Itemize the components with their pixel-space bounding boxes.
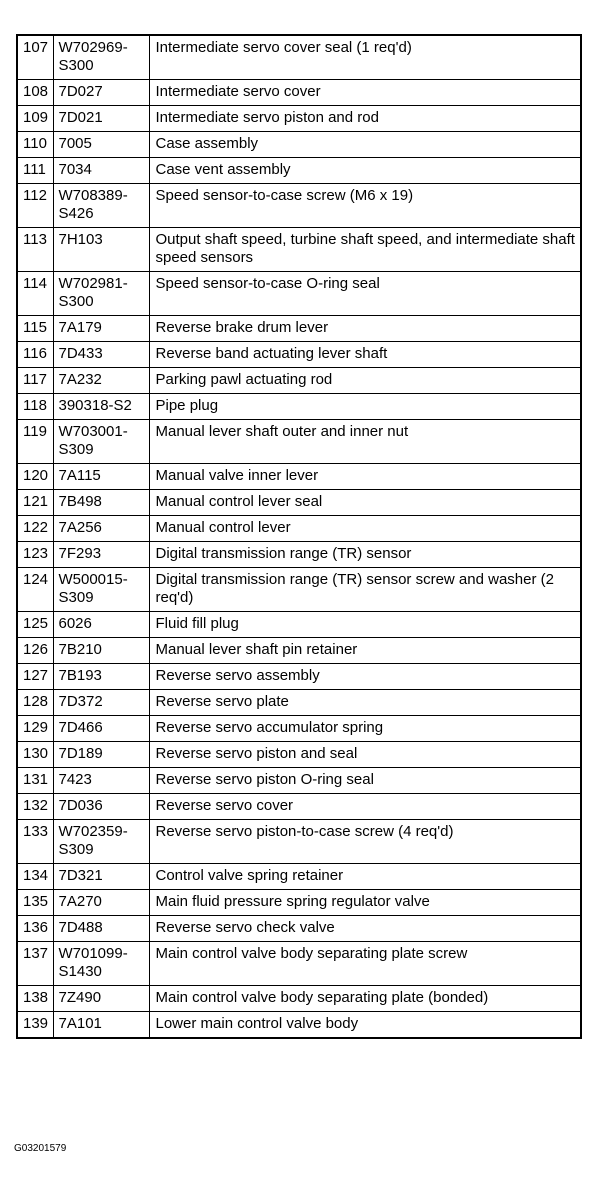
part-number-cell [53, 542, 149, 568]
table-row [17, 464, 581, 490]
part-number-line: 7D021 [58, 109, 103, 126]
part-number-line: 7A232 [58, 371, 102, 388]
item-number-cell: 128 [17, 690, 53, 716]
description-cell: Reverse servo accumulator spring [149, 716, 581, 742]
part-number-cell [53, 490, 149, 516]
table-row [17, 316, 581, 342]
part-number-line: W702359- [58, 823, 128, 840]
part-number-line: 6026 [58, 615, 92, 632]
table-row [17, 742, 581, 768]
part-number-line: 7H103 [58, 231, 103, 248]
part-number-cell [53, 106, 149, 132]
part-number-cell [53, 158, 149, 184]
description-cell: Reverse band actuating lever shaft [149, 342, 581, 368]
item-number-cell: 135 [17, 890, 53, 916]
description-cell: Intermediate servo cover seal (1 req'd) [149, 35, 581, 80]
description-cell: Digital transmission range (TR) sensor screw and washer (2 req'd) [149, 568, 581, 612]
parts-table [16, 34, 582, 1039]
item-number-cell: 110 [17, 132, 53, 158]
item-number-cell: 134 [17, 864, 53, 890]
item-number-cell: 122 [17, 516, 53, 542]
table-row [17, 794, 581, 820]
table-row [17, 612, 581, 638]
part-number-line: 7A256 [58, 519, 102, 536]
part-number-line: 7B210 [58, 641, 102, 658]
part-number-cell [53, 184, 149, 228]
part-number-cell [53, 342, 149, 368]
table-row [17, 516, 581, 542]
description-cell: Speed sensor-to-case O-ring seal [149, 272, 581, 316]
item-number-cell: 121 [17, 490, 53, 516]
description-cell: Fluid fill plug [149, 612, 581, 638]
parts-table-body [17, 35, 581, 1038]
description-cell: Lower main control valve body [149, 1012, 581, 1039]
part-number-line: 7D372 [58, 693, 103, 710]
part-number-line: 390318-S2 [58, 397, 132, 414]
description-cell: Control valve spring retainer [149, 864, 581, 890]
part-number-line: 7B193 [58, 667, 102, 684]
item-number-cell: 137 [17, 942, 53, 986]
table-row [17, 986, 581, 1012]
part-number-line: S300 [58, 57, 94, 74]
description-cell: Case assembly [149, 132, 581, 158]
table-row [17, 184, 581, 228]
item-number-cell: 129 [17, 716, 53, 742]
description-cell: Main control valve body separating plate (bonded) [149, 986, 581, 1012]
part-number-cell [53, 368, 149, 394]
part-number-line: 7B498 [58, 493, 102, 510]
part-number-cell [53, 35, 149, 80]
table-row [17, 158, 581, 184]
part-number-cell [53, 986, 149, 1012]
description-cell: Digital transmission range (TR) sensor [149, 542, 581, 568]
part-number-line: S426 [58, 205, 94, 222]
description-cell: Intermediate servo piston and rod [149, 106, 581, 132]
part-number-cell [53, 768, 149, 794]
description-cell: Parking pawl actuating rod [149, 368, 581, 394]
part-number-cell [53, 638, 149, 664]
part-number-line: 7D036 [58, 797, 103, 814]
item-number-cell: 124 [17, 568, 53, 612]
description-cell: Intermediate servo cover [149, 80, 581, 106]
table-row [17, 716, 581, 742]
item-number-cell: 126 [17, 638, 53, 664]
table-row [17, 272, 581, 316]
part-number-line: W703001- [58, 423, 128, 440]
part-number-cell [53, 420, 149, 464]
item-number-cell: 139 [17, 1012, 53, 1039]
table-row [17, 368, 581, 394]
description-cell: Speed sensor-to-case screw (M6 x 19) [149, 184, 581, 228]
description-cell: Case vent assembly [149, 158, 581, 184]
part-number-cell [53, 690, 149, 716]
part-number-line: 7A179 [58, 319, 102, 336]
item-number-cell: 138 [17, 986, 53, 1012]
part-number-line: 7423 [58, 771, 92, 788]
part-number-cell [53, 716, 149, 742]
item-number-cell: 133 [17, 820, 53, 864]
description-cell: Manual control lever seal [149, 490, 581, 516]
part-number-cell [53, 942, 149, 986]
part-number-cell [53, 742, 149, 768]
table-row [17, 228, 581, 272]
part-number-line: W702969- [58, 39, 128, 56]
part-number-line: 7034 [58, 161, 92, 178]
figure-id: G03201579 [14, 1143, 67, 1154]
item-number-cell: 127 [17, 664, 53, 690]
item-number-cell: 118 [17, 394, 53, 420]
item-number-cell: 132 [17, 794, 53, 820]
description-cell: Pipe plug [149, 394, 581, 420]
table-row [17, 420, 581, 464]
part-number-line: 7Z490 [58, 989, 102, 1006]
item-number-cell: 108 [17, 80, 53, 106]
description-cell: Reverse brake drum lever [149, 316, 581, 342]
part-number-line: S309 [58, 589, 94, 606]
part-number-cell [53, 464, 149, 490]
description-cell: Reverse servo assembly [149, 664, 581, 690]
table-row [17, 690, 581, 716]
part-number-line: W701099- [58, 945, 128, 962]
table-row [17, 80, 581, 106]
item-number-cell: 116 [17, 342, 53, 368]
part-number-line: 7D189 [58, 745, 103, 762]
item-number-cell: 131 [17, 768, 53, 794]
part-number-cell [53, 890, 149, 916]
item-number-cell: 130 [17, 742, 53, 768]
part-number-line: 7D321 [58, 867, 103, 884]
table-row [17, 342, 581, 368]
part-number-cell [53, 80, 149, 106]
part-number-cell [53, 132, 149, 158]
table-row [17, 916, 581, 942]
part-number-cell [53, 612, 149, 638]
table-row [17, 35, 581, 80]
part-number-line: 7D466 [58, 719, 103, 736]
item-number-cell: 112 [17, 184, 53, 228]
part-number-line: 7A101 [58, 1015, 102, 1032]
table-row [17, 132, 581, 158]
description-cell: Reverse servo piston and seal [149, 742, 581, 768]
table-row [17, 106, 581, 132]
table-row [17, 1012, 581, 1039]
part-number-line: S309 [58, 841, 94, 858]
part-number-line: S300 [58, 293, 94, 310]
description-cell: Main fluid pressure spring regulator valve [149, 890, 581, 916]
description-cell: Reverse servo piston O-ring seal [149, 768, 581, 794]
table-row [17, 942, 581, 986]
item-number-cell: 117 [17, 368, 53, 394]
item-number-cell: 123 [17, 542, 53, 568]
part-number-line: 7D433 [58, 345, 103, 362]
part-number-line: S1430 [58, 963, 102, 980]
description-cell: Reverse servo piston-to-case screw (4 req'd) [149, 820, 581, 864]
description-cell: Manual lever shaft pin retainer [149, 638, 581, 664]
part-number-cell [53, 864, 149, 890]
part-number-line: W702981- [58, 275, 128, 292]
description-cell: Manual valve inner lever [149, 464, 581, 490]
table-row [17, 490, 581, 516]
item-number-cell: 107 [17, 35, 53, 80]
table-row [17, 890, 581, 916]
part-number-line: 7A270 [58, 893, 102, 910]
table-row [17, 568, 581, 612]
item-number-cell: 111 [17, 158, 53, 184]
part-number-cell [53, 394, 149, 420]
part-number-cell [53, 916, 149, 942]
description-cell: Reverse servo plate [149, 690, 581, 716]
table-row [17, 820, 581, 864]
description-cell: Main control valve body separating plate screw [149, 942, 581, 986]
part-number-line: 7F293 [58, 545, 102, 562]
part-number-line: 7005 [58, 135, 92, 152]
item-number-cell: 109 [17, 106, 53, 132]
part-number-line: S309 [58, 441, 94, 458]
part-number-line: 7A115 [58, 467, 101, 484]
description-cell: Reverse servo check valve [149, 916, 581, 942]
table-row [17, 864, 581, 890]
table-row [17, 664, 581, 690]
item-number-cell: 115 [17, 316, 53, 342]
part-number-cell [53, 228, 149, 272]
part-number-cell [53, 820, 149, 864]
part-number-cell [53, 568, 149, 612]
part-number-cell [53, 794, 149, 820]
part-number-cell [53, 272, 149, 316]
item-number-cell: 125 [17, 612, 53, 638]
table-row [17, 638, 581, 664]
item-number-cell: 113 [17, 228, 53, 272]
description-cell: Manual control lever [149, 516, 581, 542]
part-number-cell [53, 1012, 149, 1039]
item-number-cell: 136 [17, 916, 53, 942]
item-number-cell: 120 [17, 464, 53, 490]
description-cell: Reverse servo cover [149, 794, 581, 820]
part-number-line: W708389- [58, 187, 128, 204]
part-number-cell [53, 316, 149, 342]
table-row [17, 394, 581, 420]
part-number-cell [53, 664, 149, 690]
part-number-line: 7D488 [58, 919, 103, 936]
part-number-cell [53, 516, 149, 542]
item-number-cell: 119 [17, 420, 53, 464]
part-number-line: W500015- [58, 571, 128, 588]
item-number-cell: 114 [17, 272, 53, 316]
description-cell: Output shaft speed, turbine shaft speed, and intermediate shaft speed sensors [149, 228, 581, 272]
description-cell: Manual lever shaft outer and inner nut [149, 420, 581, 464]
table-row [17, 768, 581, 794]
table-row [17, 542, 581, 568]
part-number-line: 7D027 [58, 83, 103, 100]
